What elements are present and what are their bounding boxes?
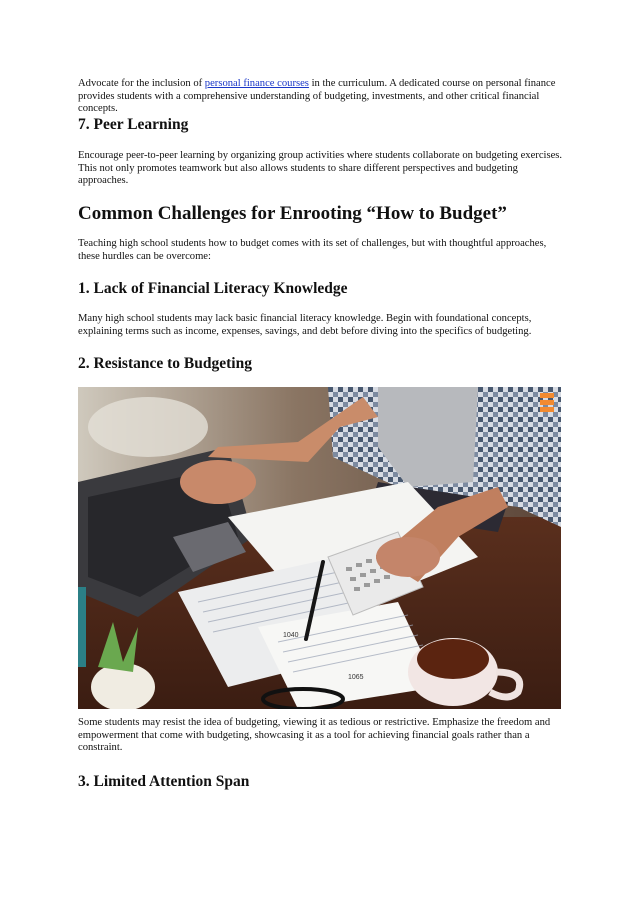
teal-object — [78, 587, 86, 667]
literacy-heading: 1. Lack of Financial Literacy Knowledge — [78, 280, 348, 297]
challenges-intro-block — [78, 238, 566, 263]
budgeting-photo-illustration — [78, 387, 561, 709]
literacy-paragraph: Many high school students may lack basic financial literacy knowledge. Begin with foundational concepts, explaining terms such as income, expenses, savings, and debt before diving into the specifics of budgeting. — [78, 313, 532, 337]
coffee — [417, 639, 489, 679]
form-label-1065: 1065 — [348, 674, 364, 681]
peer-learning-heading-block — [78, 116, 566, 134]
budgeting-photo — [78, 387, 561, 709]
literacy-paragraph-block — [78, 313, 566, 338]
attention-heading: 3. Limited Attention Span — [78, 773, 250, 790]
challenges-intro-paragraph: Teaching high school students how to budget comes with its set of challenges, but with thoughtful approaches, these hurdles can be overcome: — [78, 238, 547, 262]
left-hand — [180, 460, 256, 504]
right-hand — [376, 537, 440, 577]
intro-text-before: Advocate for the inclusion of — [78, 78, 205, 89]
challenges-heading-block — [78, 203, 566, 225]
attention-heading-block — [78, 773, 566, 791]
blurred-light — [88, 397, 208, 457]
watermark-icon — [540, 393, 554, 412]
peer-learning-heading: 7. Peer Learning — [78, 116, 189, 133]
challenges-heading: Common Challenges for Enrooting “How to Budget” — [78, 203, 507, 224]
resistance-paragraph: Some students may resist the idea of budgeting, viewing it as tedious or restrictive. Emphasize the freedom and empowerment that come with budgeting, showcasing it as a tool for achieving financial goals rather than a constraint. — [78, 717, 551, 754]
resistance-paragraph-block — [78, 717, 566, 755]
resistance-heading: 2. Resistance to Budgeting — [78, 355, 252, 372]
literacy-heading-block — [78, 280, 566, 298]
resistance-heading-block — [78, 355, 566, 373]
peer-learning-paragraph: Encourage peer-to-peer learning by organizing group activities where students collaborate on budgeting exercises. This not only promotes teamwork but also allows students to share different perspectives and budgeting approaches. — [78, 150, 563, 187]
personal-finance-courses-link[interactable]: personal finance courses — [204, 78, 309, 89]
intro-text-after: in the curriculum. A dedicated course on personal finance provides students with a comprehensive understanding of budgeting, investments, and other critical financial concepts. — [78, 78, 556, 115]
peer-learning-paragraph-block — [78, 150, 566, 188]
intro-paragraph — [78, 78, 566, 116]
form-label-1040: 1040 — [283, 632, 299, 639]
